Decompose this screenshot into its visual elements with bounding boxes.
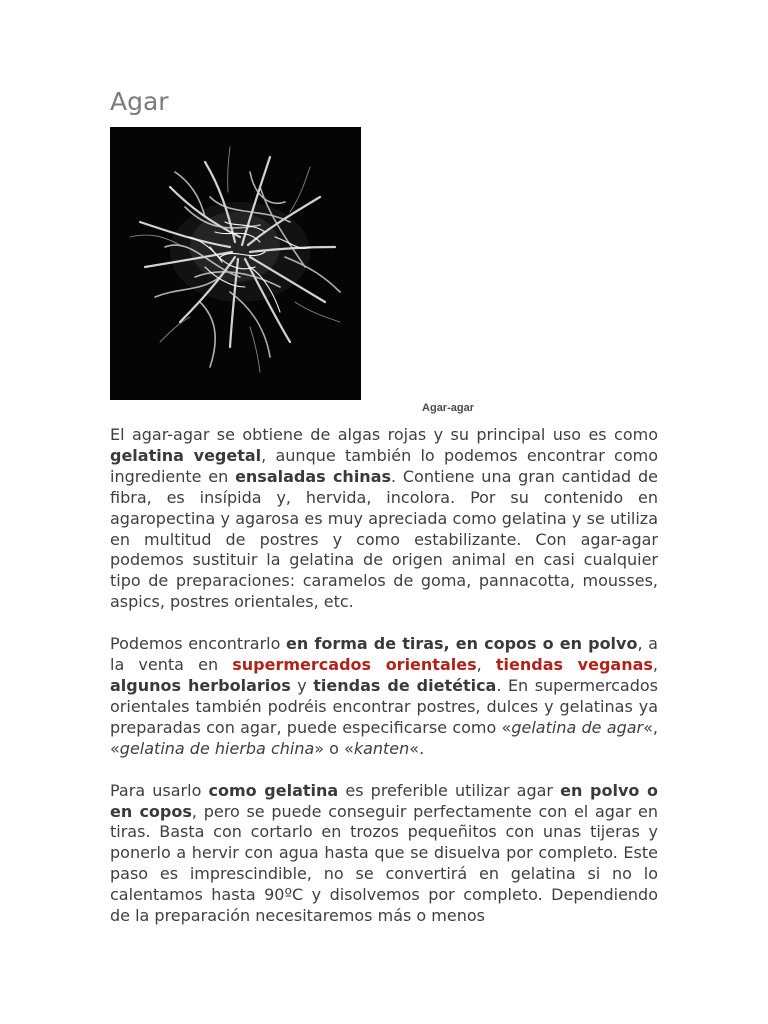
bold-term: algunos herbolarios [110,675,291,695]
text-segment: , pero se puede conseguir perfectamente con el agar en tiras. Basta con cortarlo en trozos pequeñitos con unas tijeras y ponerlo a hervir con agua hasta que se disuelva por completo. Este paso es imprescindible, no se convertirá en gelatina si no lo calentamos hasta 90ºC y disolvemos por completo. Dependiendo de la preparación necesitaremos más o menos [110,801,658,926]
text-segment: . Contiene una gran cantidad de fibra, es insípida y, hervida, incolora. Por su contenido en agaropectina y agarosa es muy apreciada como gelatina y se utiliza en multitud de postres y como estabilizante. Con agar-agar podemos sustituir la gelatina de origen animal en casi cualquier tipo de preparaciones: caramelos de goma, pannacotta, mousses, aspics, postres orientales, etc. [110,466,658,612]
agar-strands-illustration [110,127,361,400]
italic-term: gelatina de hierba china [119,738,315,758]
text-segment: , a la venta en [110,634,658,675]
text-segment: , [652,655,658,675]
text-segment: . En supermercados orientales también podréis encontrar postres, dulces y gelatinas ya preparadas con agar, puede especificarse como « [110,675,659,737]
text-segment: es preferible utilizar agar [338,780,561,800]
bold-term: gelatina vegetal [110,445,262,465]
text-segment: El agar-agar se obtiene de algas rojas y su principal uso es como [110,425,658,444]
text-segment: » o « [314,738,354,758]
link-supermercados-orientales[interactable]: supermercados orientales [232,655,477,675]
paragraph-2 [110,634,658,759]
image-caption: Agar-agar [422,402,474,414]
bold-term: ensaladas chinas [235,466,392,486]
text-segment: y [290,675,314,695]
link-tiendas-veganas[interactable]: tiendas veganas [495,655,653,675]
page-title: Agar [110,87,169,116]
text-segment: «, « [110,717,658,758]
paragraph-1 [110,425,658,613]
italic-term: gelatina de agar [511,717,644,737]
italic-term: kanten [353,738,410,758]
agar-photo [110,127,361,400]
text-segment: Podemos encontrarlo [110,634,287,654]
text-segment: «. [409,738,425,758]
bold-term: como gelatina [208,780,339,800]
bold-term: tiendas de dietética [313,675,497,695]
article-body [110,425,658,948]
text-segment: Para usarlo [110,780,209,800]
text-segment: , [476,655,496,675]
text-segment: , aunque también lo podemos encontrar como ingrediente en [110,445,658,486]
paragraph-3 [110,781,658,927]
bold-term: en polvo o en copos [110,780,659,821]
bold-term: en forma de tiras, en copos o en polvo [286,634,638,654]
